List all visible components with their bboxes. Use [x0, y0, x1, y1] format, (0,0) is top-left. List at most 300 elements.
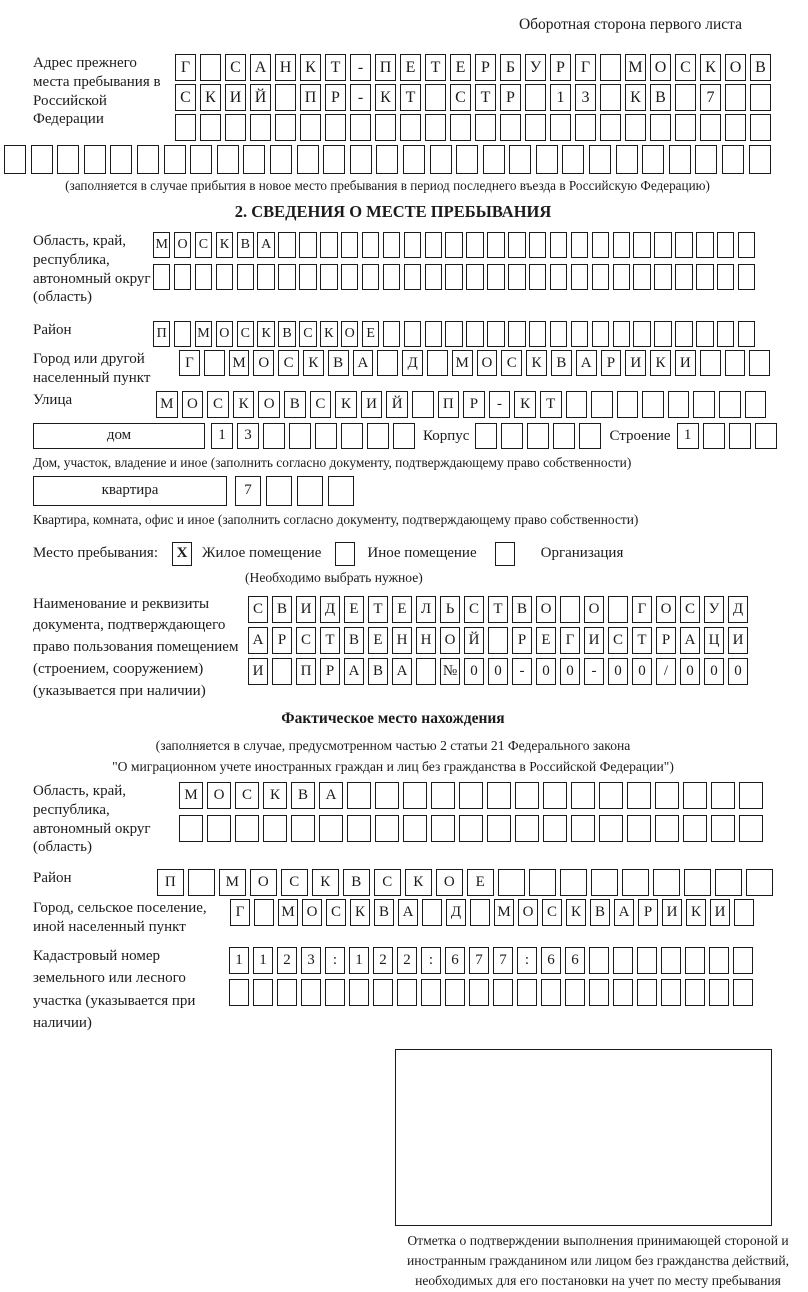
char-cell[interactable] [508, 264, 525, 290]
char-cell[interactable]: С [281, 869, 308, 896]
char-cell[interactable]: С [248, 596, 268, 623]
char-cell[interactable] [637, 979, 657, 1006]
char-cell[interactable]: Г [575, 54, 596, 81]
char-cell[interactable] [571, 321, 588, 347]
char-cell[interactable] [661, 947, 681, 974]
char-cell[interactable] [216, 264, 233, 290]
char-cell[interactable] [341, 232, 358, 258]
char-cell[interactable] [529, 232, 546, 258]
char-cell[interactable]: Е [392, 596, 412, 623]
char-cell[interactable]: В [343, 869, 370, 896]
char-cell[interactable]: С [374, 869, 401, 896]
char-cell[interactable] [456, 145, 478, 174]
char-cell[interactable] [725, 84, 746, 111]
char-cell[interactable] [738, 264, 755, 290]
char-cell[interactable] [174, 264, 191, 290]
char-cell[interactable] [493, 979, 513, 1006]
char-cell[interactable]: Н [275, 54, 296, 81]
char-cell[interactable] [350, 145, 372, 174]
char-cell[interactable]: М [153, 232, 170, 258]
char-cell[interactable] [445, 321, 462, 347]
char-cell[interactable] [487, 815, 511, 842]
char-cell[interactable]: : [517, 947, 537, 974]
char-cell[interactable]: И [361, 391, 383, 418]
char-cell[interactable] [755, 423, 777, 449]
char-cell[interactable]: К [350, 899, 370, 926]
char-cell[interactable] [299, 264, 316, 290]
char-cell[interactable]: А [392, 658, 412, 685]
char-cell[interactable]: Й [250, 84, 271, 111]
char-cell[interactable] [696, 321, 713, 347]
char-cell[interactable] [719, 391, 741, 418]
char-cell[interactable]: В [291, 782, 315, 809]
char-cell[interactable]: В [590, 899, 610, 926]
char-cell[interactable]: Т [425, 54, 446, 81]
char-cell[interactable] [695, 145, 717, 174]
char-cell[interactable]: - [350, 54, 371, 81]
char-cell[interactable] [750, 84, 771, 111]
char-cell[interactable]: - [489, 391, 511, 418]
char-cell[interactable]: О [207, 782, 231, 809]
char-cell[interactable] [445, 232, 462, 258]
char-cell[interactable] [174, 321, 191, 347]
char-cell[interactable] [655, 815, 679, 842]
char-cell[interactable] [711, 782, 735, 809]
char-cell[interactable]: Т [475, 84, 496, 111]
char-cell[interactable]: В [278, 321, 295, 347]
char-cell[interactable]: А [248, 627, 268, 654]
char-cell[interactable] [627, 815, 651, 842]
char-cell[interactable]: Р [638, 899, 658, 926]
char-cell[interactable] [250, 114, 271, 141]
char-cell[interactable] [469, 979, 489, 1006]
char-cell[interactable] [373, 979, 393, 1006]
char-cell[interactable] [550, 321, 567, 347]
char-cell[interactable] [685, 947, 705, 974]
char-cell[interactable] [289, 423, 311, 449]
char-cell[interactable] [733, 947, 753, 974]
char-cell[interactable]: И [728, 627, 748, 654]
checkbox-organization[interactable] [495, 542, 515, 566]
char-cell[interactable]: Р [475, 54, 496, 81]
char-cell[interactable] [347, 782, 371, 809]
char-cell[interactable] [589, 145, 611, 174]
char-cell[interactable] [722, 145, 744, 174]
char-cell[interactable] [613, 321, 630, 347]
char-cell[interactable]: М [452, 350, 473, 376]
char-cell[interactable]: Г [560, 627, 580, 654]
char-cell[interactable] [515, 782, 539, 809]
char-cell[interactable]: 0 [560, 658, 580, 685]
char-cell[interactable]: С [680, 596, 700, 623]
char-cell[interactable]: О [174, 232, 191, 258]
char-cell[interactable] [675, 232, 692, 258]
char-cell[interactable]: С [326, 899, 346, 926]
checkbox-residential[interactable]: X [172, 542, 192, 566]
char-cell[interactable] [617, 391, 639, 418]
char-cell[interactable] [700, 350, 721, 376]
char-cell[interactable] [739, 815, 763, 842]
char-cell[interactable]: Т [632, 627, 652, 654]
char-cell[interactable]: И [675, 350, 696, 376]
char-cell[interactable] [709, 979, 729, 1006]
char-cell[interactable]: Р [272, 627, 292, 654]
char-cell[interactable] [487, 782, 511, 809]
char-cell[interactable]: К [200, 84, 221, 111]
char-cell[interactable] [509, 145, 531, 174]
char-cell[interactable] [696, 264, 713, 290]
char-cell[interactable] [650, 114, 671, 141]
char-cell[interactable] [272, 658, 292, 685]
char-cell[interactable] [729, 423, 751, 449]
char-cell[interactable] [600, 114, 621, 141]
char-cell[interactable] [422, 899, 442, 926]
char-cell[interactable] [403, 815, 427, 842]
char-cell[interactable] [254, 899, 274, 926]
char-cell[interactable] [592, 232, 609, 258]
char-cell[interactable] [188, 869, 215, 896]
char-cell[interactable] [425, 232, 442, 258]
char-cell[interactable] [425, 114, 446, 141]
char-cell[interactable] [403, 145, 425, 174]
char-cell[interactable] [225, 114, 246, 141]
char-cell[interactable]: К [514, 391, 536, 418]
char-cell[interactable]: П [438, 391, 460, 418]
char-cell[interactable]: В [750, 54, 771, 81]
char-cell[interactable] [383, 232, 400, 258]
char-cell[interactable]: 0 [680, 658, 700, 685]
char-cell[interactable] [642, 391, 664, 418]
char-cell[interactable]: В [284, 391, 306, 418]
char-cell[interactable] [500, 114, 521, 141]
char-cell[interactable]: М [625, 54, 646, 81]
char-cell[interactable]: Н [416, 627, 436, 654]
char-cell[interactable]: П [296, 658, 316, 685]
char-cell[interactable]: И [584, 627, 604, 654]
char-cell[interactable] [536, 145, 558, 174]
char-cell[interactable] [200, 54, 221, 81]
char-cell[interactable] [717, 232, 734, 258]
char-cell[interactable]: И [710, 899, 730, 926]
char-cell[interactable]: - [584, 658, 604, 685]
char-cell[interactable] [278, 232, 295, 258]
char-cell[interactable] [591, 869, 618, 896]
char-cell[interactable] [525, 114, 546, 141]
char-cell[interactable]: - [512, 658, 532, 685]
char-cell[interactable]: П [375, 54, 396, 81]
char-cell[interactable]: О [341, 321, 358, 347]
char-cell[interactable] [400, 114, 421, 141]
char-cell[interactable] [693, 391, 715, 418]
char-cell[interactable] [675, 321, 692, 347]
char-cell[interactable]: 1 [229, 947, 249, 974]
char-cell[interactable]: - [350, 84, 371, 111]
char-cell[interactable] [613, 979, 633, 1006]
char-cell[interactable]: С [235, 782, 259, 809]
char-cell[interactable]: В [328, 350, 349, 376]
char-cell[interactable] [175, 114, 196, 141]
char-cell[interactable]: К [526, 350, 547, 376]
char-cell[interactable] [599, 782, 623, 809]
char-cell[interactable]: С [225, 54, 246, 81]
char-cell[interactable]: Р [656, 627, 676, 654]
char-cell[interactable] [571, 815, 595, 842]
char-cell[interactable] [341, 423, 363, 449]
char-cell[interactable] [541, 979, 561, 1006]
char-cell[interactable]: Р [325, 84, 346, 111]
char-cell[interactable]: Й [464, 627, 484, 654]
char-cell[interactable]: М [229, 350, 250, 376]
char-cell[interactable] [278, 264, 295, 290]
char-cell[interactable] [600, 84, 621, 111]
char-cell[interactable] [404, 264, 421, 290]
char-cell[interactable] [668, 391, 690, 418]
char-cell[interactable]: Н [392, 627, 412, 654]
char-cell[interactable] [734, 899, 754, 926]
char-cell[interactable] [301, 979, 321, 1006]
char-cell[interactable]: 0 [464, 658, 484, 685]
char-cell[interactable] [263, 815, 287, 842]
char-cell[interactable] [450, 114, 471, 141]
char-cell[interactable]: П [157, 869, 184, 896]
char-cell[interactable] [746, 869, 773, 896]
char-cell[interactable] [613, 264, 630, 290]
char-cell[interactable]: С [237, 321, 254, 347]
char-cell[interactable] [683, 815, 707, 842]
char-cell[interactable]: Й [386, 391, 408, 418]
char-cell[interactable] [341, 264, 358, 290]
char-cell[interactable]: № [440, 658, 460, 685]
char-cell[interactable]: : [325, 947, 345, 974]
char-cell[interactable] [565, 979, 585, 1006]
char-cell[interactable] [297, 476, 323, 506]
char-cell[interactable] [375, 114, 396, 141]
char-cell[interactable]: У [704, 596, 724, 623]
char-cell[interactable] [600, 54, 621, 81]
char-cell[interactable] [562, 145, 584, 174]
char-cell[interactable] [589, 979, 609, 1006]
char-cell[interactable]: 1 [253, 947, 273, 974]
char-cell[interactable] [633, 232, 650, 258]
char-cell[interactable] [655, 782, 679, 809]
char-cell[interactable] [445, 264, 462, 290]
char-cell[interactable]: 1 [677, 423, 699, 449]
char-cell[interactable]: С [310, 391, 332, 418]
char-cell[interactable] [685, 979, 705, 1006]
checkbox-other-premises[interactable] [335, 542, 355, 566]
char-cell[interactable] [349, 979, 369, 1006]
char-cell[interactable] [466, 232, 483, 258]
char-cell[interactable]: У [525, 54, 546, 81]
char-cell[interactable]: К [216, 232, 233, 258]
char-cell[interactable] [383, 321, 400, 347]
char-cell[interactable] [257, 264, 274, 290]
char-cell[interactable] [550, 264, 567, 290]
char-cell[interactable] [508, 321, 525, 347]
char-cell[interactable]: К [233, 391, 255, 418]
char-cell[interactable]: 2 [373, 947, 393, 974]
char-cell[interactable]: М [156, 391, 178, 418]
char-cell[interactable]: К [566, 899, 586, 926]
char-cell[interactable] [466, 321, 483, 347]
char-cell[interactable]: Р [601, 350, 622, 376]
char-cell[interactable] [633, 264, 650, 290]
char-cell[interactable] [675, 114, 696, 141]
char-cell[interactable]: В [512, 596, 532, 623]
char-cell[interactable]: О [536, 596, 556, 623]
char-cell[interactable] [725, 350, 746, 376]
char-cell[interactable] [376, 145, 398, 174]
char-cell[interactable] [501, 423, 523, 449]
char-cell[interactable] [270, 145, 292, 174]
char-cell[interactable] [661, 979, 681, 1006]
char-cell[interactable] [425, 264, 442, 290]
char-cell[interactable]: 0 [608, 658, 628, 685]
char-cell[interactable] [739, 782, 763, 809]
char-cell[interactable]: Т [368, 596, 388, 623]
char-cell[interactable] [229, 979, 249, 1006]
char-cell[interactable] [137, 145, 159, 174]
char-cell[interactable] [749, 145, 771, 174]
char-cell[interactable] [675, 264, 692, 290]
char-cell[interactable] [425, 321, 442, 347]
char-cell[interactable]: П [153, 321, 170, 347]
char-cell[interactable]: К [700, 54, 721, 81]
char-cell[interactable] [529, 321, 546, 347]
char-cell[interactable] [204, 350, 225, 376]
char-cell[interactable] [700, 114, 721, 141]
char-cell[interactable] [683, 782, 707, 809]
char-cell[interactable] [299, 232, 316, 258]
char-cell[interactable] [325, 979, 345, 1006]
char-cell[interactable] [599, 815, 623, 842]
char-cell[interactable] [749, 350, 770, 376]
char-cell[interactable] [550, 232, 567, 258]
char-cell[interactable] [703, 423, 725, 449]
char-cell[interactable] [164, 145, 186, 174]
char-cell[interactable] [466, 264, 483, 290]
char-cell[interactable] [403, 782, 427, 809]
char-cell[interactable]: Е [400, 54, 421, 81]
char-cell[interactable]: 6 [541, 947, 561, 974]
char-cell[interactable] [425, 84, 446, 111]
char-cell[interactable] [291, 815, 315, 842]
char-cell[interactable] [627, 782, 651, 809]
char-cell[interactable]: 6 [445, 947, 465, 974]
char-cell[interactable]: 6 [565, 947, 585, 974]
char-cell[interactable] [323, 145, 345, 174]
char-cell[interactable] [431, 815, 455, 842]
char-cell[interactable] [300, 114, 321, 141]
char-cell[interactable] [377, 350, 398, 376]
char-cell[interactable] [217, 145, 239, 174]
char-cell[interactable] [320, 232, 337, 258]
char-cell[interactable] [404, 321, 421, 347]
char-cell[interactable] [427, 350, 448, 376]
char-cell[interactable]: О [216, 321, 233, 347]
char-cell[interactable]: К [335, 391, 357, 418]
char-cell[interactable]: Т [400, 84, 421, 111]
char-cell[interactable]: В [650, 84, 671, 111]
char-cell[interactable] [654, 321, 671, 347]
char-cell[interactable]: К [375, 84, 396, 111]
char-cell[interactable] [571, 782, 595, 809]
char-cell[interactable]: Т [320, 627, 340, 654]
char-cell[interactable]: 0 [632, 658, 652, 685]
char-cell[interactable] [529, 264, 546, 290]
char-cell[interactable] [475, 423, 497, 449]
char-cell[interactable] [745, 391, 767, 418]
char-cell[interactable]: К [257, 321, 274, 347]
apartment-type-box[interactable] [33, 476, 227, 506]
char-cell[interactable] [470, 899, 490, 926]
char-cell[interactable] [325, 114, 346, 141]
char-cell[interactable] [243, 145, 265, 174]
char-cell[interactable] [195, 264, 212, 290]
char-cell[interactable] [589, 947, 609, 974]
char-cell[interactable] [320, 264, 337, 290]
char-cell[interactable]: О [725, 54, 746, 81]
char-cell[interactable]: 2 [397, 947, 417, 974]
char-cell[interactable] [31, 145, 53, 174]
char-cell[interactable] [459, 782, 483, 809]
char-cell[interactable] [84, 145, 106, 174]
char-cell[interactable] [487, 232, 504, 258]
char-cell[interactable] [375, 815, 399, 842]
char-cell[interactable]: И [248, 658, 268, 685]
char-cell[interactable]: Т [540, 391, 562, 418]
char-cell[interactable]: Р [463, 391, 485, 418]
char-cell[interactable]: С [675, 54, 696, 81]
char-cell[interactable] [527, 423, 549, 449]
char-cell[interactable]: Е [467, 869, 494, 896]
char-cell[interactable]: Г [175, 54, 196, 81]
char-cell[interactable] [675, 84, 696, 111]
char-cell[interactable]: М [494, 899, 514, 926]
char-cell[interactable]: К [320, 321, 337, 347]
char-cell[interactable]: О [302, 899, 322, 926]
char-cell[interactable]: Е [536, 627, 556, 654]
char-cell[interactable]: М [195, 321, 212, 347]
char-cell[interactable] [190, 145, 212, 174]
char-cell[interactable]: М [219, 869, 246, 896]
char-cell[interactable] [709, 947, 729, 974]
char-cell[interactable] [616, 145, 638, 174]
char-cell[interactable] [738, 232, 755, 258]
char-cell[interactable]: Т [488, 596, 508, 623]
char-cell[interactable]: Д [402, 350, 423, 376]
char-cell[interactable]: В [344, 627, 364, 654]
char-cell[interactable] [725, 114, 746, 141]
char-cell[interactable]: 3 [301, 947, 321, 974]
char-cell[interactable]: А [398, 899, 418, 926]
char-cell[interactable]: Д [320, 596, 340, 623]
char-cell[interactable]: С [278, 350, 299, 376]
char-cell[interactable]: А [576, 350, 597, 376]
char-cell[interactable]: Р [320, 658, 340, 685]
char-cell[interactable]: Г [230, 899, 250, 926]
char-cell[interactable]: К [312, 869, 339, 896]
char-cell[interactable]: 7 [469, 947, 489, 974]
char-cell[interactable]: О [656, 596, 676, 623]
char-cell[interactable] [622, 869, 649, 896]
char-cell[interactable] [515, 815, 539, 842]
char-cell[interactable]: 7 [235, 476, 261, 506]
char-cell[interactable]: 0 [704, 658, 724, 685]
char-cell[interactable] [445, 979, 465, 1006]
char-cell[interactable]: А [344, 658, 364, 685]
char-cell[interactable] [275, 84, 296, 111]
